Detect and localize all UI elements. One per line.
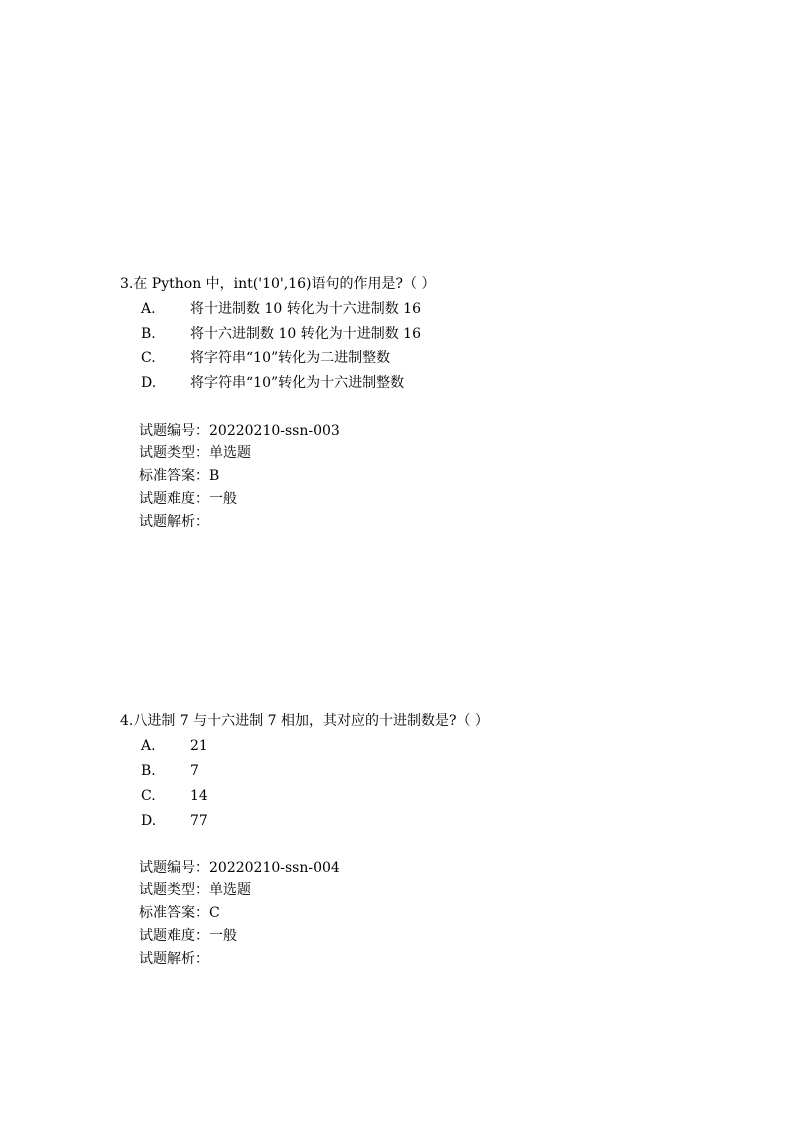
question-4-number: 4. [120,713,134,729]
question-3-analysis: 试题解析： [139,514,209,530]
question-3-option-a [141,299,741,319]
option-text: 77 [190,813,208,829]
option-letter: C. [141,350,156,366]
question-4-option-a [141,736,741,756]
question-3-difficulty: 试题难度：一般 [139,491,237,507]
option-text: 将字符串“10”转化为二进制整数 [190,350,391,366]
option-text: 将十六进制数 10 转化为十进制数 16 [190,326,421,342]
option-letter: A. [141,738,156,754]
question-4-answer: 标准答案：C [139,905,220,921]
question-3-stem-text: 在 Python 中，int('10',16)语句的作用是?（ ） [133,276,436,292]
question-4-difficulty: 试题难度：一般 [139,928,237,944]
question-3-type: 试题类型：单选题 [139,445,251,461]
question-3-option-b [141,324,741,344]
option-letter: B. [141,763,156,779]
question-4-option-d [141,811,741,831]
question-3-stem [120,274,435,294]
option-letter: B. [141,326,156,342]
question-4-stem [120,711,489,731]
option-text: 将字符串“10”转化为十六进制整数 [190,375,405,391]
question-3-answer: 标准答案：B [139,468,220,484]
question-4-option-c [141,786,741,806]
question-4-option-b [141,761,741,781]
option-text: 21 [190,738,208,754]
question-4-analysis: 试题解析： [139,951,209,967]
question-3-id: 试题编号：20220210-ssn-003 [139,423,340,439]
option-letter: D. [141,375,157,391]
question-3-number: 3. [120,276,134,292]
question-4-id: 试题编号：20220210-ssn-004 [139,860,340,876]
option-letter: A. [141,301,156,317]
question-3-option-c [141,348,741,368]
option-text: 将十进制数 10 转化为十六进制数 16 [190,301,421,317]
question-4-type: 试题类型：单选题 [139,882,251,898]
question-3-option-d [141,373,741,393]
option-letter: D. [141,813,157,829]
option-text: 14 [190,788,208,804]
option-letter: C. [141,788,156,804]
option-text: 7 [190,763,199,779]
question-4-stem-text: 八进制 7 与十六进制 7 相加，其对应的十进制数是?（ ） [133,713,489,729]
